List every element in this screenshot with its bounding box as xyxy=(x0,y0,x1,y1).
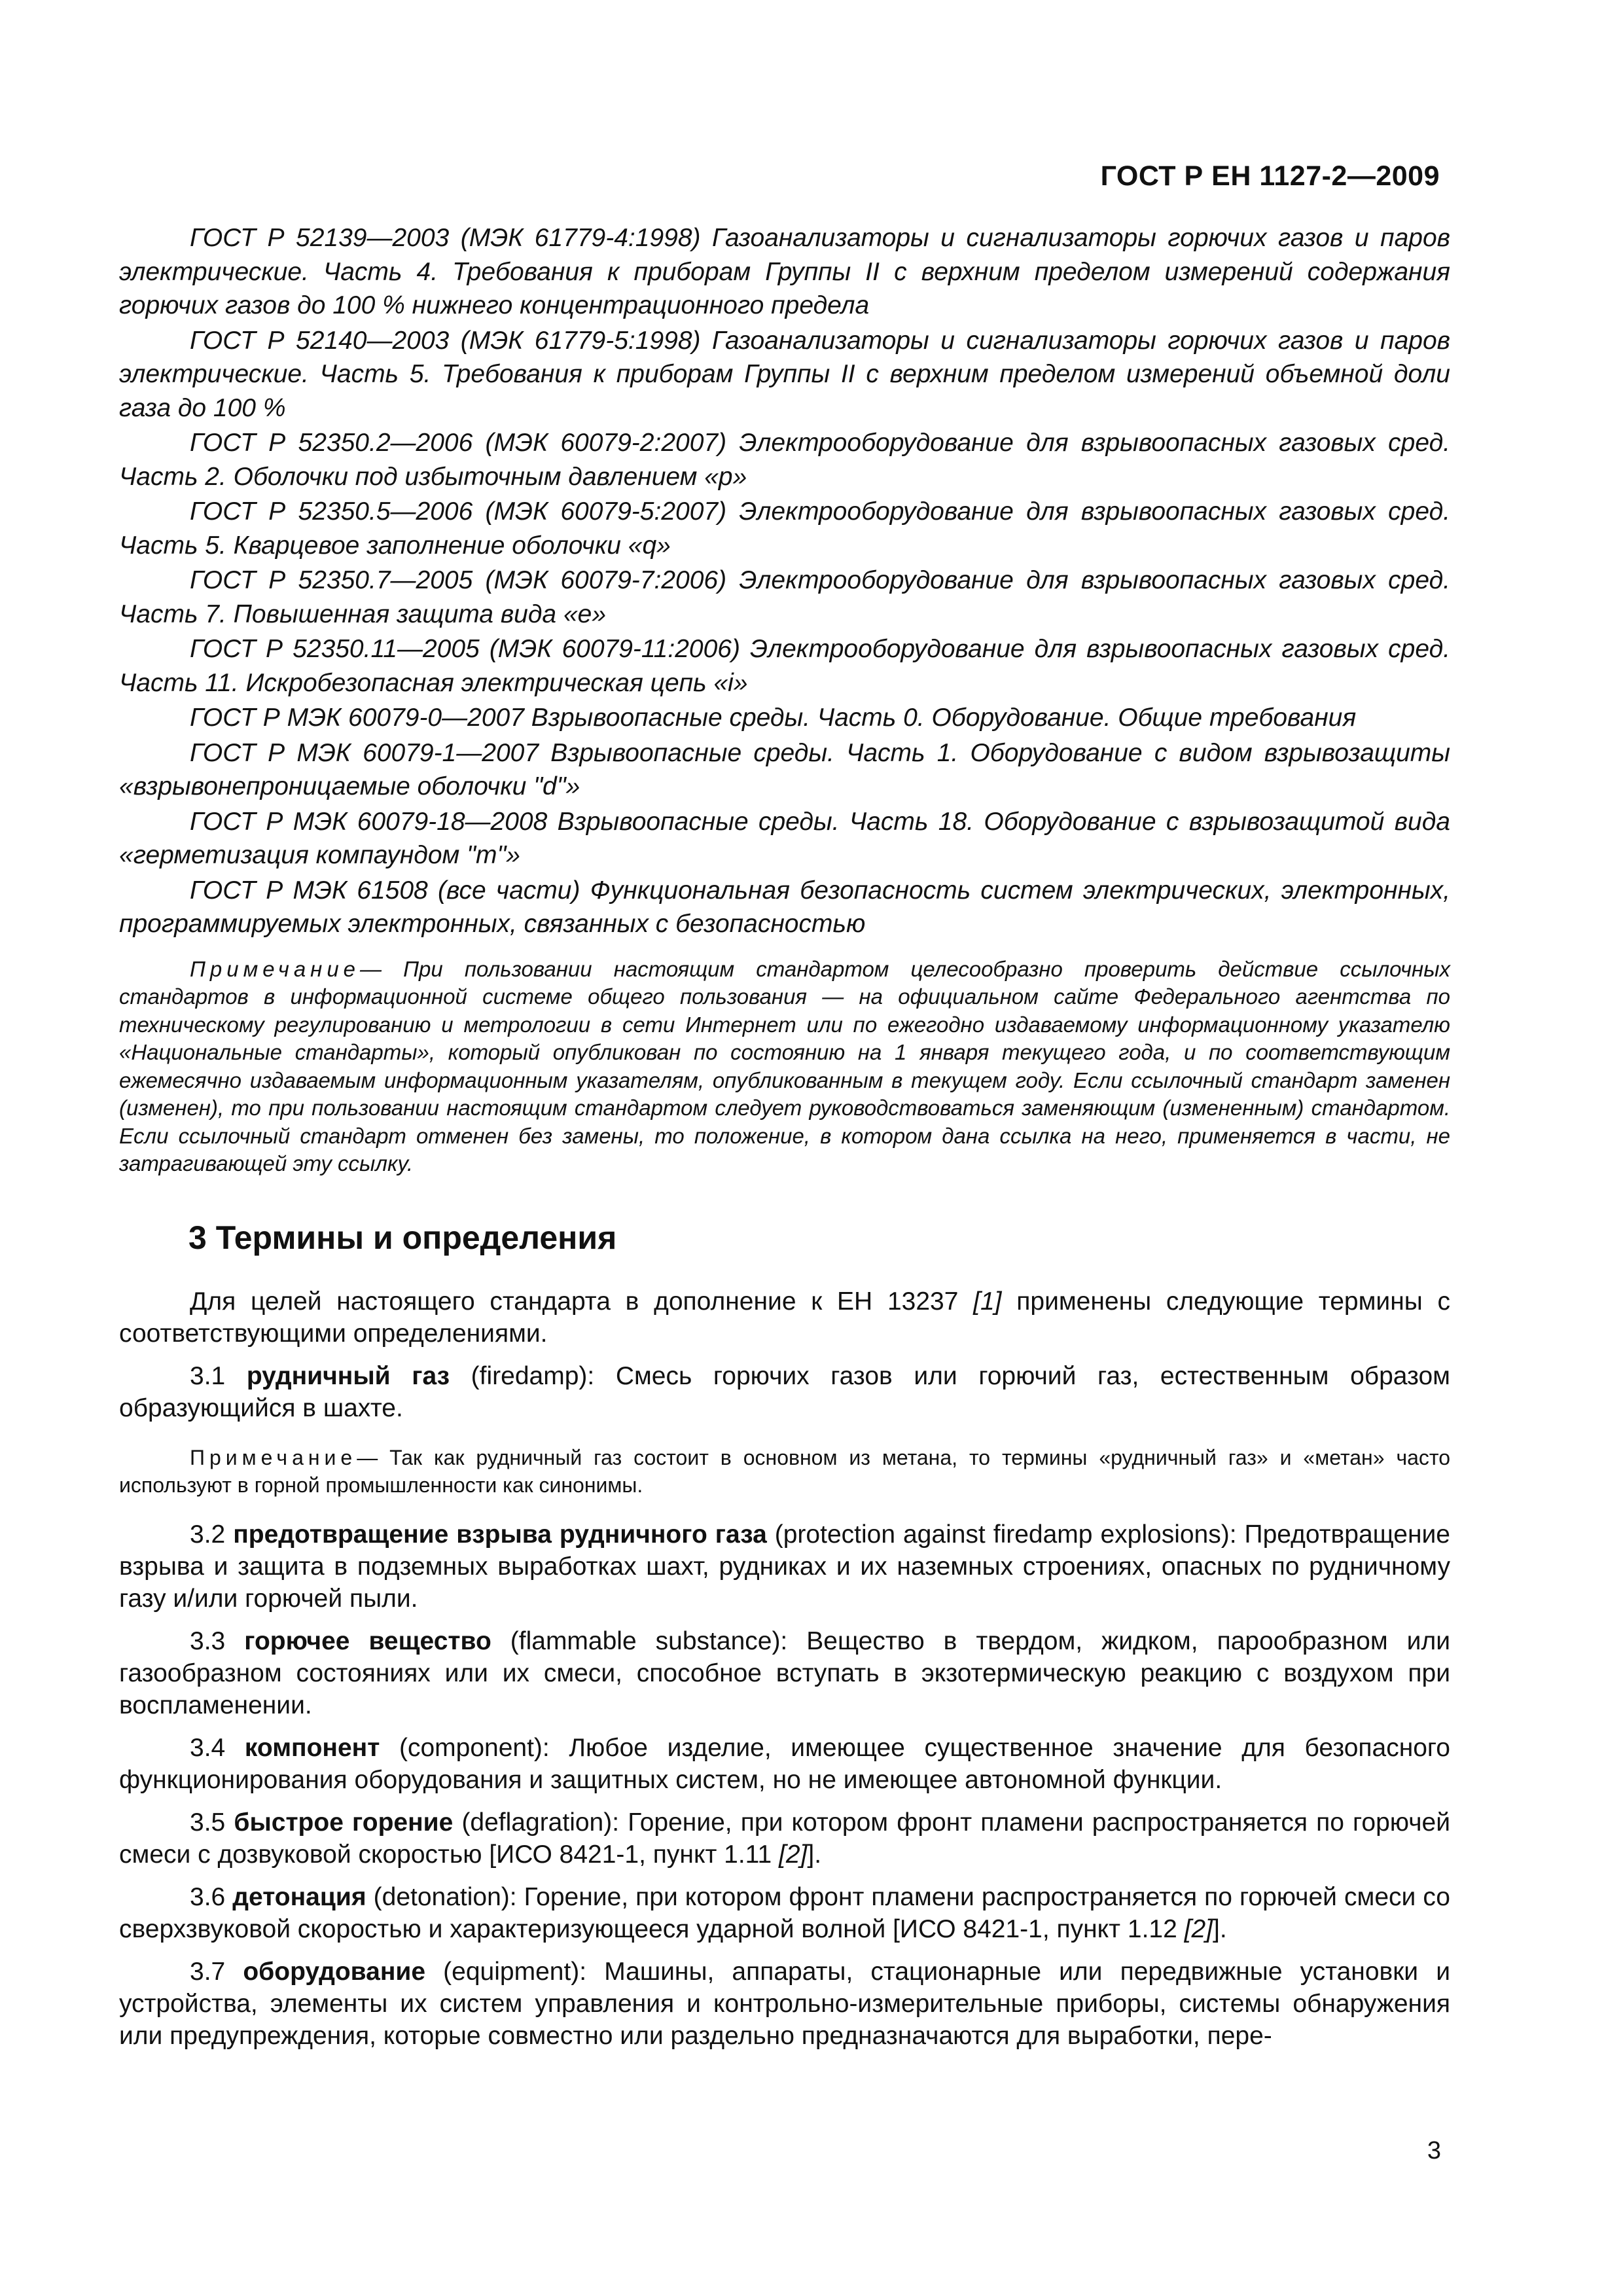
page-content xyxy=(119,221,1450,2062)
intro-ref: [1] xyxy=(973,1287,1002,1316)
term-text: (protection against firedamp explosions): Предотвращение взрыва и защита в подземных выработках шахт, рудниках и их наземных строениях, опасных по рудничному газу и/или горючей пыли. xyxy=(119,1520,1451,1613)
term-name: быстрое горение xyxy=(234,1808,454,1837)
reference-item: ГОСТ Р 52139—2003 (МЭК 61779-4:1998) Газоанализаторы и сигнализаторы горючих газов и паров электрические. Часть 4. Требования к приборам Группы II с верхним пределом измерений содержания горючих газов до 100 % нижнего концентрационного предела xyxy=(119,224,1450,319)
reference-item: ГОСТ Р МЭК 60079-18—2008 Взрывоопасные среды. Часть 18. Оборудование с взрывозащитой вида «герметизация компаундом "m"» xyxy=(119,807,1450,869)
term-name: оборудование xyxy=(243,1957,426,1986)
term-number: 3.2 xyxy=(190,1520,226,1549)
term-definition xyxy=(119,1881,1450,1945)
term-name: компонент xyxy=(244,1733,380,1762)
term-name: рудничный газ xyxy=(246,1361,450,1390)
term-ref: [2] xyxy=(778,1840,808,1869)
term-text: (deflagration): Горение, при котором фронт пламени распространяется по горючей смеси с дозвуковой скоростью [ИСО 8421-1, пункт 1.11 xyxy=(119,1808,1450,1869)
term-number: 3.3 xyxy=(190,1626,226,1655)
term-ref: [2] xyxy=(1184,1914,1213,1943)
reference-item: ГОСТ Р 52350.2—2006 (МЭК 60079-2:2007) Электрооборудование для взрывоопасных газовых сред. Часть 2. Оболочки под избыточным давлением «р» xyxy=(119,429,1450,491)
reference-item: ГОСТ Р МЭК 61508 (все части) Функциональная безопасность систем электрических, электронных, программируемых электронных, связанных с безопасностью xyxy=(119,876,1450,938)
term-number: 3.4 xyxy=(190,1733,226,1762)
term-number: 3.7 xyxy=(190,1957,226,1986)
term-text: (flammable substance): Вещество в твердом, жидком, парообразном или газообразном состояниях или их смеси, способное вступать в экзотермическую реакцию с воздухом при воспламенении. xyxy=(119,1626,1450,1719)
term-definition xyxy=(119,1956,1450,2052)
term-text-end: ]. xyxy=(807,1840,822,1869)
term-definition xyxy=(119,1518,1450,1615)
reference-note xyxy=(119,956,1450,1178)
document-header: ГОСТ Р ЕН 1127-2—2009 xyxy=(1100,160,1440,192)
reference-item: ГОСТ Р 52350.7—2005 (МЭК 60079-7:2006) Электрооборудование для взрывоопасных газовых сред. Часть 7. Повышенная защита вида «е» xyxy=(119,566,1450,628)
term-number: 3.5 xyxy=(190,1808,226,1837)
section-intro xyxy=(119,1285,1450,1350)
reference-item: ГОСТ Р 52350.5—2006 (МЭК 60079-5:2007) Электрооборудование для взрывоопасных газовых сред. Часть 5. Кварцевое заполнение оболочки «q» xyxy=(119,497,1450,560)
reference-item: ГОСТ Р 52140—2003 (МЭК 61779-5:1998) Газоанализаторы и сигнализаторы горючих газов и паров электрические. Часть 5. Требования к приборам Группы II с верхним пределом измерений объемной доли газа до 100 % xyxy=(119,326,1450,422)
term-name: предотвращение взрыва рудничного газа xyxy=(233,1520,767,1549)
term-number: 3.6 xyxy=(190,1882,226,1911)
term-name: горючее вещество xyxy=(244,1626,491,1655)
reference-item: ГОСТ Р МЭК 60079-1—2007 Взрывоопасные среды. Часть 1. Оборудование с видом взрывозащиты «взрывонепроницаемые оболочки "d"» xyxy=(119,738,1450,800)
term-note xyxy=(119,1444,1450,1499)
term-name: детонация xyxy=(232,1882,366,1911)
term-definition xyxy=(119,1732,1450,1796)
term-definition xyxy=(119,1625,1450,1721)
section-heading: 3 Термины и определения xyxy=(188,1219,617,1256)
note-text: — Так как рудничный газ состоит в основном из метана, то термины «рудничный газ» и «метан» часто используют в горной промышленности как синонимы. xyxy=(119,1445,1450,1497)
term-definition xyxy=(119,1360,1450,1424)
term-text: (firedamp): Смесь горючих газов или горючий газ, естественным образом образующийся в шахте. xyxy=(119,1361,1450,1422)
term-definition xyxy=(119,1806,1450,1871)
term-text: (detonation): Горение, при котором фронт пламени распространяется по горючей смеси со сверхзвуковой скоростью и характеризующееся ударной волной [ИСО 8421-1, пункт 1.12 xyxy=(119,1882,1450,1943)
term-text: (equipment): Машины, аппараты, стационарные или передвижные установки и устройства, элементы их систем управления и контрольно-измерительные приборы, системы обнаружения или предупреждения, которые совместно или раздельно предназначаются для выработки, пере- xyxy=(119,1957,1450,2050)
reference-item: ГОСТ Р 52350.11—2005 (МЭК 60079-11:2006) Электрооборудование для взрывоопасных газовых сред. Часть 11. Искробезопасная электрическая цепь «i» xyxy=(119,635,1450,697)
note-label: Примечание xyxy=(190,1445,357,1469)
page-number: 3 xyxy=(1427,2137,1441,2164)
term-text: (component): Любое изделие, имеющее существенное значение для безопасного функционирования оборудования и защитных систем, но не имеющее автономной функции. xyxy=(119,1733,1450,1794)
term-text-end: ]. xyxy=(1213,1914,1227,1943)
note-text: — При пользовании настоящим стандартом целесообразно проверить действие ссылочных стандартов в информационной системе общего пользования — на официальном сайте Федерального агентства по техническому регулированию и метрологии в сети Интернет или по ежегодно издаваемому информационному указателю «Национальные стандарты», который опубликован по состоянию на 1 января текущего года, и по соответствующим ежемесячно издаваемым информационным указателям, опубликованным в текущем году. Если ссылочный стандарт заменен (изменен), то при пользовании настоящим стандартом следует руководствоваться заменяющим (измененным) стандартом. Если ссылочный стандарт отменен без замены, то положение, в котором дана ссылка на него, применяется в части, не затрагивающей эту ссылку. xyxy=(119,956,1450,1175)
intro-text: Для целей настоящего стандарта в дополнение к ЕН 13237 xyxy=(190,1287,974,1316)
intro-text: применены следующие термины с соответствующими определениями. xyxy=(119,1287,1450,1348)
note-label: Примечание xyxy=(190,956,361,981)
term-number: 3.1 xyxy=(190,1361,226,1390)
reference-item: ГОСТ Р МЭК 60079-0—2007 Взрывоопасные среды. Часть 0. Оборудование. Общие требования xyxy=(190,704,1357,732)
